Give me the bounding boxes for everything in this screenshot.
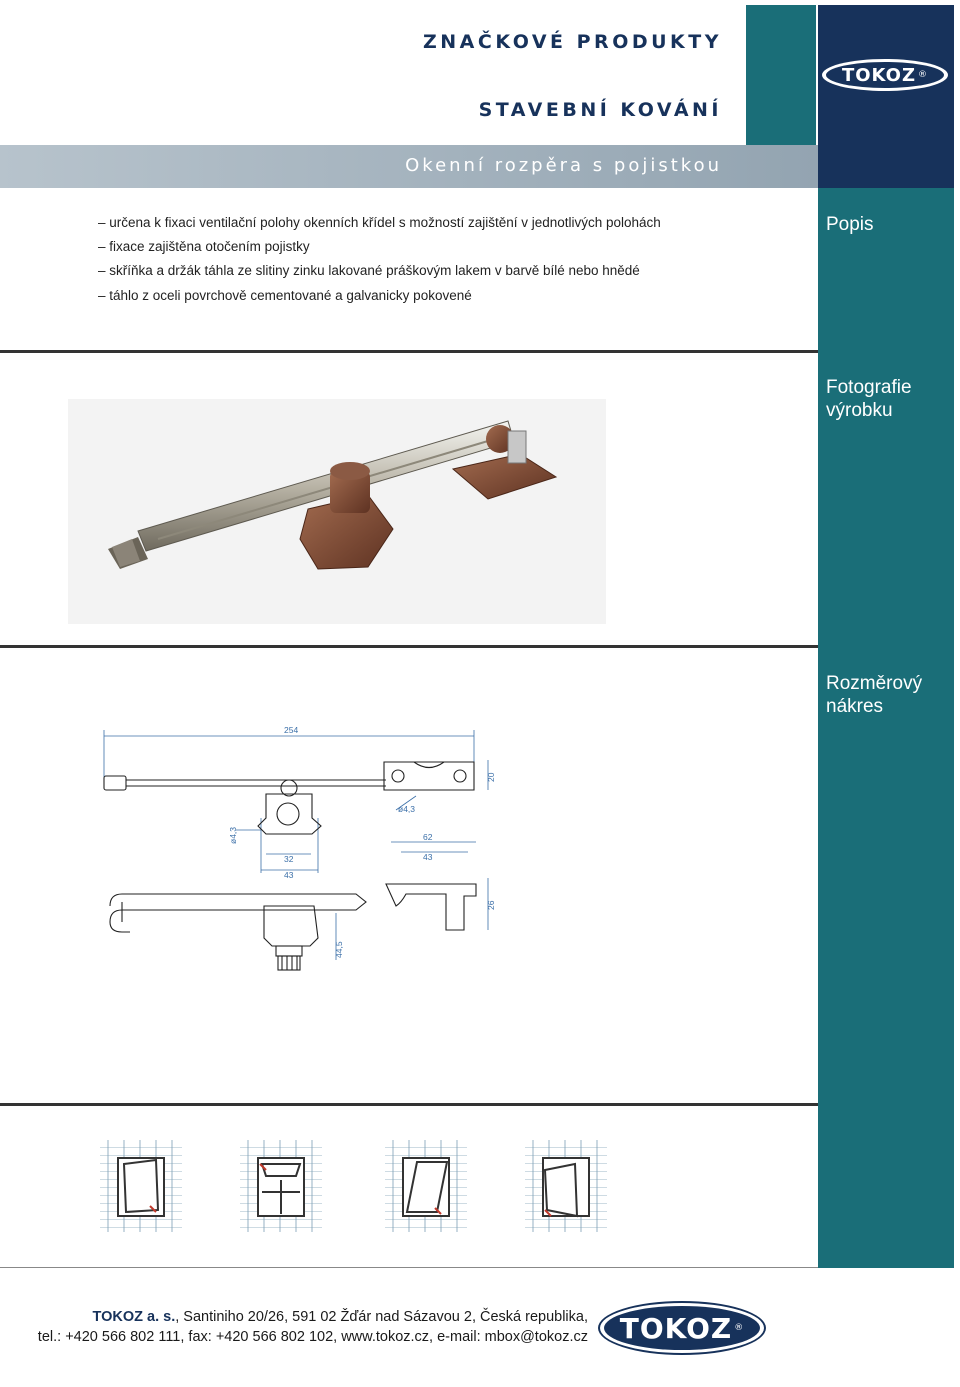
window-icons-svg xyxy=(100,1140,610,1235)
window-stay-photo-illustration xyxy=(68,399,606,624)
window-usage-icons xyxy=(100,1140,610,1240)
dimension-label-phi: ø4,3 xyxy=(398,804,416,814)
footer-contact-line: tel.: +420 566 802 111, fax: +420 566 802 102, www.tokoz.cz, e-mail: mbox@tokoz.cz xyxy=(37,1329,588,1345)
section-label-photo: Fotografie výrobku xyxy=(826,377,912,421)
footer-divider xyxy=(0,1267,818,1268)
dimension-label-254: 254 xyxy=(284,725,299,735)
window-icon-2 xyxy=(240,1140,322,1232)
description-item: – určena k fixaci ventilační polohy okenních křídel s možností zajištění v jednotlivých polohách xyxy=(98,211,661,235)
registered-icon: ® xyxy=(918,70,929,80)
logo-text: TOKOZ xyxy=(841,64,917,86)
section-divider xyxy=(0,350,818,353)
dimension-label-43: 43 xyxy=(284,870,294,880)
dimension-label-32: 32 xyxy=(284,854,294,864)
section-divider xyxy=(0,1103,818,1106)
dimension-drawing xyxy=(96,718,516,993)
dimension-label-26: 26 xyxy=(486,900,496,910)
product-photo xyxy=(68,399,606,624)
registered-icon: ® xyxy=(734,1323,745,1333)
dimension-label-20: 20 xyxy=(486,772,496,782)
header-teal-strip xyxy=(746,5,816,145)
logo-text: TOKOZ xyxy=(619,1311,733,1345)
dimension-label-phi: ø4,3 xyxy=(228,826,238,844)
footer-contact xyxy=(0,1307,588,1347)
dimension-label-62: 62 xyxy=(423,832,433,842)
description-list xyxy=(98,211,661,308)
description-item: – fixace zajištěna otočením pojistky xyxy=(98,235,661,259)
dimension-label-44-5: 44,5 xyxy=(334,941,344,958)
header-title-hardware: STAVEBNÍ KOVÁNÍ xyxy=(478,99,722,121)
footer-address-line xyxy=(0,1307,588,1327)
footer-company: TOKOZ a. s. xyxy=(92,1309,176,1325)
sidebar xyxy=(818,188,954,1268)
header-navy-block xyxy=(818,5,954,188)
window-icon-4 xyxy=(525,1140,607,1232)
header-title-brand-products: ZNAČKOVÉ PRODUKTY xyxy=(423,31,722,53)
window-icon-3 xyxy=(385,1140,467,1232)
dimension-label-43: 43 xyxy=(423,852,433,862)
description-item: – skříňka a držák táhla ze slitiny zinku lakované práškovým lakem v barvě bílé nebo hnědé xyxy=(98,259,661,283)
header-area xyxy=(0,0,746,143)
window-icon-1 xyxy=(100,1140,182,1232)
dimension-drawing-svg xyxy=(96,718,516,988)
description-item: – táhlo z oceli povrchově cementované a galvanicky pokovené xyxy=(98,284,661,308)
section-label-popis: Popis xyxy=(826,214,874,235)
footer-address: , Santiniho 20/26, 591 02 Žďár nad Sázavou 2, Česká republika, xyxy=(175,1309,588,1325)
tokoz-logo-top xyxy=(822,59,948,91)
product-title: Okenní rozpěra s pojistkou xyxy=(405,155,722,176)
tokoz-logo-bottom xyxy=(598,1301,766,1355)
section-divider xyxy=(0,645,818,648)
section-label-drawing: Rozměrový nákres xyxy=(826,673,923,717)
